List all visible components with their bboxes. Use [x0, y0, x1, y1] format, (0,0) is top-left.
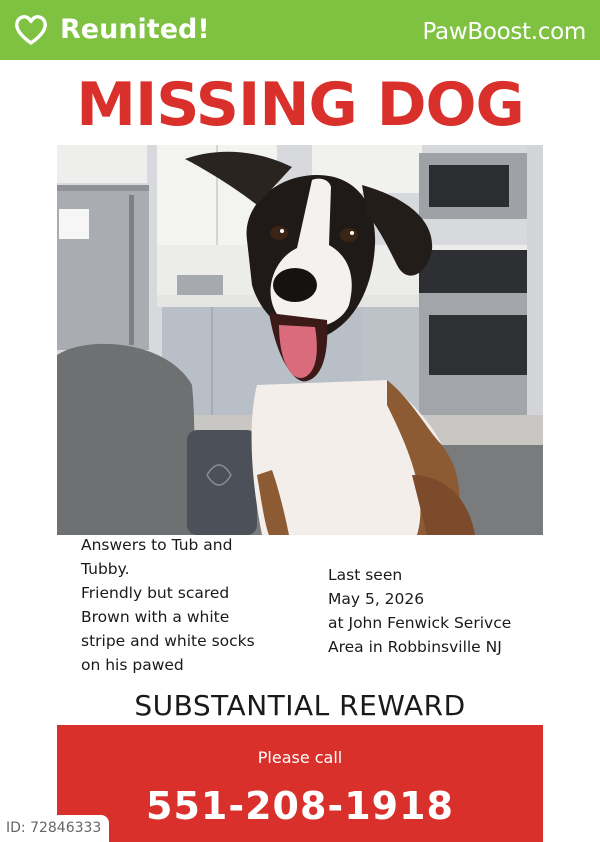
listing-id: ID: 72846333	[0, 815, 109, 842]
description-line: Friendly but scared	[81, 584, 230, 602]
heart-outline-icon	[14, 14, 48, 46]
phone-number: 551-208-1918	[146, 784, 454, 828]
top-banner	[0, 0, 600, 60]
last-seen-line: Area in Robbinsville NJ	[328, 638, 502, 656]
description-line: Tubby.	[81, 560, 130, 578]
last-seen-line: May 5, 2026	[328, 590, 425, 608]
last-seen-line: Last seen	[328, 566, 403, 584]
description-line: stripe and white socks	[81, 632, 255, 650]
description-line: Answers to Tub and	[81, 536, 233, 554]
call-label: Please call	[257, 748, 343, 767]
reward-heading: SUBSTANTIAL REWARD	[134, 689, 466, 722]
contact-box	[57, 725, 543, 842]
description-line: Brown with a white	[81, 608, 230, 626]
last-seen-line: at John Fenwick Serivce	[328, 614, 512, 632]
dog-description	[81, 533, 296, 677]
last-seen-info	[328, 563, 558, 659]
flyer-title: MISSING DOG	[76, 70, 524, 140]
brand-link[interactable]: PawBoost.com	[422, 19, 586, 45]
description-line: on his pawed	[81, 656, 184, 674]
status-label: Reunited!	[60, 14, 210, 45]
dog-photo	[57, 145, 543, 535]
